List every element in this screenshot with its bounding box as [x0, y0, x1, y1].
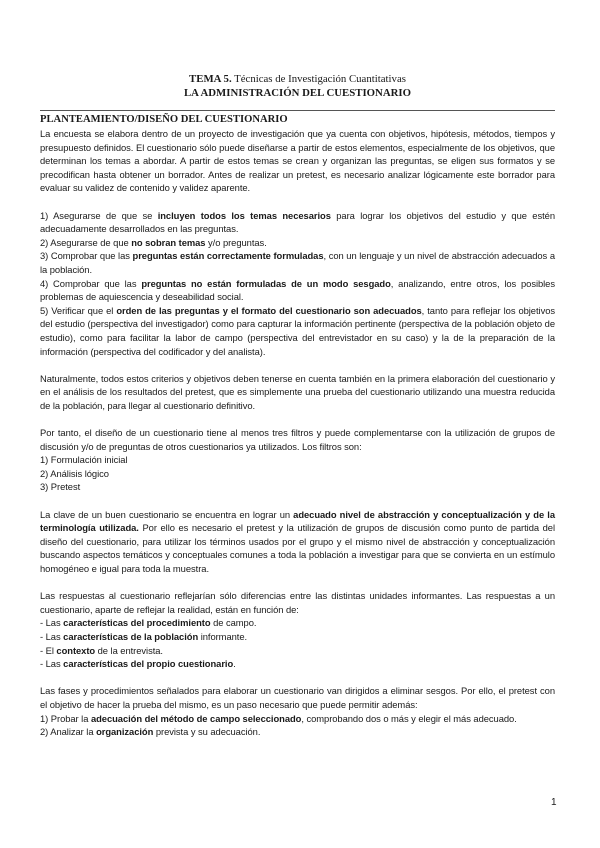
- respuestas-paragraph: Las respuestas al cuestionario reflejarían sólo diferencias entre las distintas unidades informantes. Las respuestas a un cuestionario, aparte de reflejar la realidad, están en función de:: [40, 590, 555, 615]
- document-header: [40, 72, 555, 100]
- fase-item: 2) Analizar la organización prevista y su adecuación.: [40, 726, 261, 738]
- filtros-paragraph: Por tanto, el diseño de un cuestionario tiene al menos tres filtros y puede complementarse con la utilización de grupos de discusión y/o de preguntas de otros cuestionarios ya utilizados. Los filtros son:: [40, 427, 555, 452]
- check-item: 4) Comprobar que las preguntas no están formuladas de un modo sesgado, analizando, entre otros, los posibles problemas de aquiescencia y deseabilidad social.: [40, 277, 555, 303]
- fase-item: 1) Probar la adecuación del método de campo seleccionado, comprobando dos o más y elegir el más adecuado.: [40, 712, 517, 724]
- intro-paragraph: La encuesta se elabora dentro de un proyecto de investigación que ya cuenta con objetivos, hipótesis, métodos, tiempos y presupuesto definidos. El cuestionario sólo puede diseñarse a partir de estos elementos, especialmente de los objetivos, que determinan los temas a abordar. A partir de estos temas se crean y organizan las preguntas, se eligen sus formatos y se precodifican hasta obtener un borrador. Antes de realizar un pretest, es necesario analizar lógicamente este borrador para evaluar su validez de contenido y validez aparente.: [40, 128, 555, 194]
- filter-item: 2) Análisis lógico: [40, 467, 109, 479]
- filter-item: 1) Formulación inicial: [40, 454, 128, 466]
- clave-paragraph: La clave de un buen cuestionario se encuentra en lograr un adecuado nivel de abstracción y conceptualización y de la terminología utilizada. Por ello es necesario el pretest y la utilización de grupos de discusión como punto de partida del diseño del cuestionario, para utilizar los términos usados por el grupo y el mismo nivel de abstracción y conceptualización buscando aspectos temáticos y conceptuales comunes a toda la población a investigar para que se convierta en un estímulo homogéneo e igual para toda la muestra.: [40, 508, 556, 574]
- tema-label: TEMA 5.: [189, 73, 232, 85]
- fases-paragraph: Las fases y procedimientos señalados para elaborar un cuestionario van dirigidos a eliminar sesgos. Por ello, el pretest con el objetivo de hacer la prueba del mismo, es un paso necesario que puede permitir además:: [40, 685, 555, 710]
- filter-item: 3) Pretest: [40, 481, 81, 493]
- respuesta-item: - Las características de la población informante.: [40, 630, 248, 642]
- page-number: 1: [551, 797, 557, 808]
- check-item: 5) Verificar que el orden de las preguntas y el formato del cuestionario son adecuados, tanto para reflejar los objetivos del estudio (perspectiva del investigador) como para capturar la información pertinente (perspectiva de la población objeto de estudio), como para facilitar la labor de campo (perspectiva del entrevistador en su caso) y la de la preparación de la información (perspectiva del codificador y del analista).: [40, 304, 556, 357]
- respuesta-item: - Las características del propio cuestionario.: [40, 658, 236, 670]
- subtitle: LA ADMINISTRACIÓN DEL CUESTIONARIO: [183, 87, 412, 99]
- document-page: [40, 72, 555, 739]
- tema-title: Técnicas de Investigación Cuantitativas: [231, 73, 406, 85]
- section-title: PLANTEAMIENTO/DISEÑO DEL CUESTIONARIO: [40, 114, 288, 125]
- respuesta-item: - El contexto de la entrevista.: [40, 644, 163, 656]
- tema-line: [40, 72, 555, 86]
- naturalmente-paragraph: Naturalmente, todos estos criterios y objetivos deben tenerse en cuenta también en la primera elaboración del cuestionario y en el análisis de los resultados del pretest, que es simplemente una prueba del cuestionario utilizando una muestra reducida de la población, para llegar al cuestionario definitivo.: [40, 372, 555, 411]
- check-item: 3) Comprobar que las preguntas están correctamente formuladas, con un lenguaje y un nivel de abstracción adecuados a la población.: [40, 250, 555, 275]
- header-divider: [40, 110, 555, 111]
- check-item: 2) Asegurarse de que no sobran temas y/o preguntas.: [40, 236, 267, 248]
- respuesta-item: - Las características del procedimiento de campo.: [40, 617, 257, 629]
- check-item: 1) Asegurarse de que se incluyen todos los temas necesarios para lograr los objetivos del estudio y que estén adecuadamente desarrollados en las preguntas.: [40, 209, 555, 235]
